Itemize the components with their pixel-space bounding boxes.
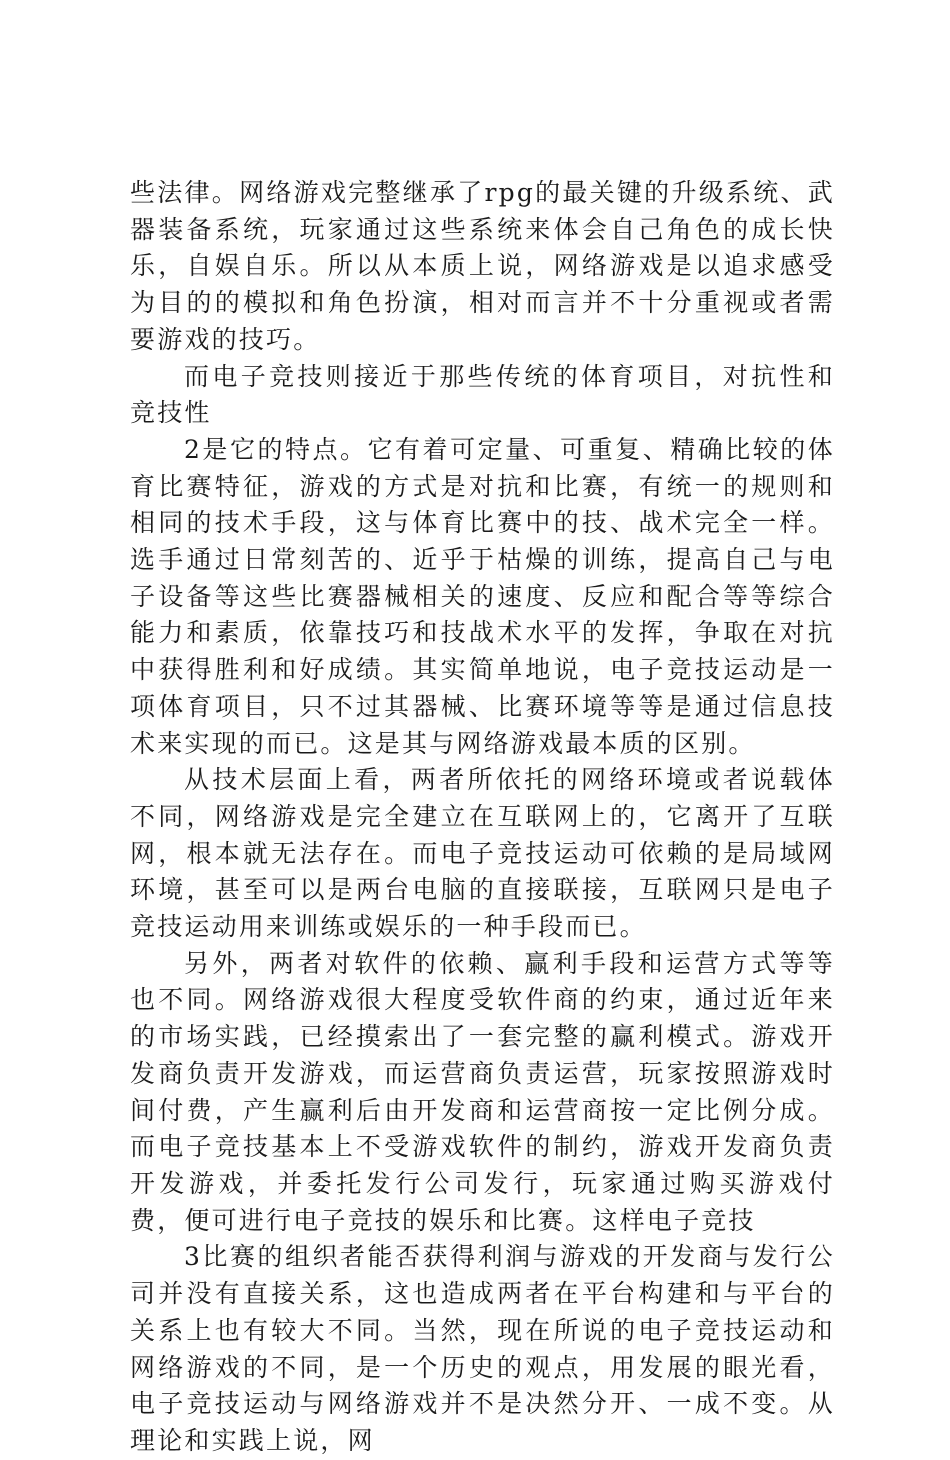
paragraph-1: 些法律。网络游戏完整继承了rpg的最关键的升级系统、武器装备系统，玩家通过这些系统来体会自己角色的成长快乐，自娱自乐。所以从本质上说，网络游戏是以追求感受为目的的模拟和角色扮演，相对而言并不十分重视或者需要游戏的技巧。 [130, 178, 835, 354]
paragraph-4: 从技术层面上看，两者所依托的网络环境或者说载体不同，网络游戏是完全建立在互联网上的，它离开了互联网，根本就无法存在。而电子竞技运动可依赖的是局域网环境，甚至可以是两台电脑的直接联接，互联网只是电子竞技运动用来训练或娱乐的一种手段而已。 [130, 765, 835, 942]
document-body [130, 175, 835, 1460]
paragraph-6: 3比赛的组织者能否获得利润与游戏的开发商与发行公司并没有直接关系，这也造成两者在平台构建和与平台的关系上也有较大不同。当然，现在所说的电子竞技运动和网络游戏的不同，是一个历史的观点，用发展的眼光看，电子竞技运动与网络游戏并不是决然分开、一成不变。从理论和实践上说，网 [130, 1242, 835, 1455]
paragraph-3: 2是它的特点。它有着可定量、可重复、精确比较的体育比赛特征，游戏的方式是对抗和比赛，有统一的规则和相同的技术手段，这与体育比赛中的技、战术完全一样。选手通过日常刻苦的、近乎于枯燥的训练，提高自己与电子设备等这些比赛器械相关的速度、反应和配合等等综合能力和素质，依靠技巧和技战术水平的发挥，争取在对抗中获得胜利和好成绩。其实简单地说，电子竞技运动是一项体育项目，只不过其器械、比赛环境等等是通过信息技术来实现的而已。这是其与网络游戏最本质的区别。 [130, 434, 835, 758]
paragraph-2: 而电子竞技则接近于那些传统的体育项目，对抗性和竞技性 [130, 361, 835, 428]
paragraph-5: 另外，两者对软件的依赖、赢利手段和运营方式等等也不同。网络游戏很大程度受软件商的约束，通过近年来的市场实践，已经摸索出了一套完整的赢利模式。游戏开发商负责开发游戏，而运营商负责运营，玩家按照游戏时间付费，产生赢利后由开发商和运营商按一定比例分成。而电子竞技基本上不受游戏软件的制约，游戏开发商负责开发游戏，并委托发行公司发行，玩家通过购买游戏付费，便可进行电子竞技的娱乐和比赛。这样电子竞技 [130, 948, 835, 1235]
